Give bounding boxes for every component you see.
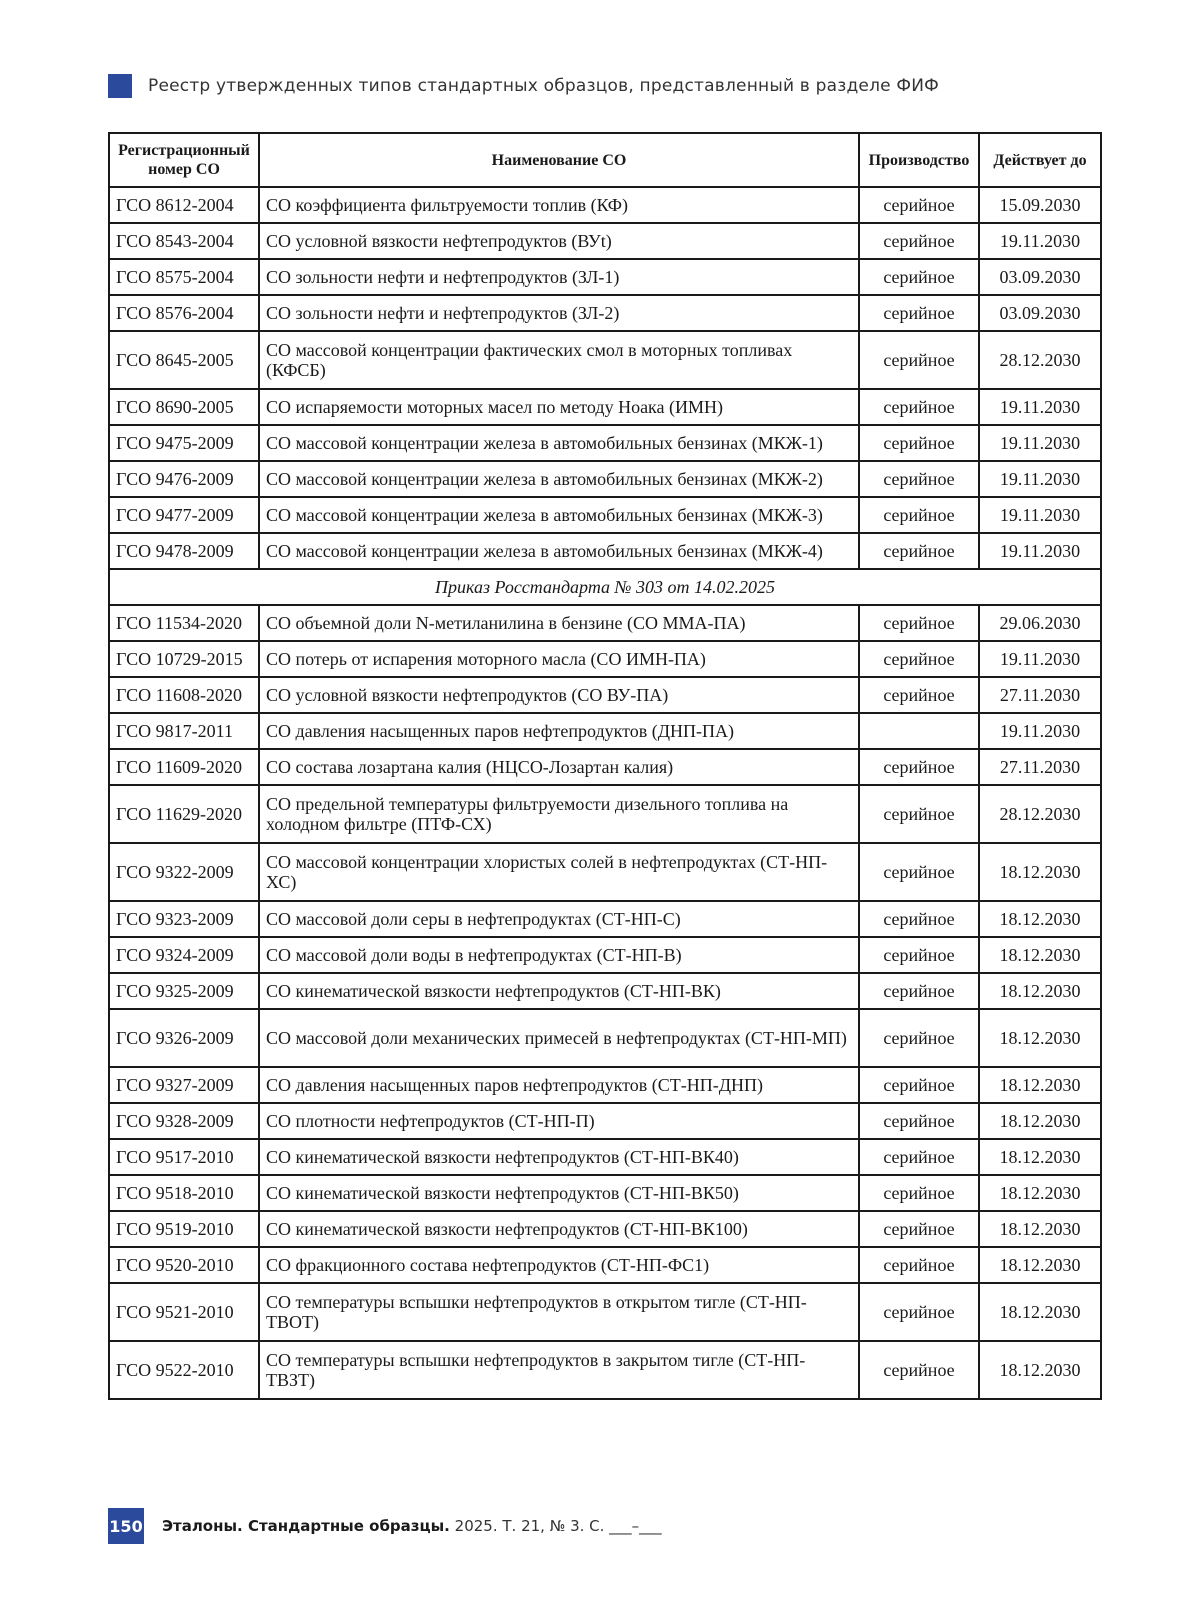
cell-number: ГСО 8576-2004 [109, 295, 259, 331]
cell-name: СО массовой доли воды в нефтепродуктах (СТ-НП-В) [259, 937, 859, 973]
cell-production: серийное [859, 973, 979, 1009]
cell-number: ГСО 9323-2009 [109, 901, 259, 937]
cell-name: СО предельной температуры фильтруемости дизельного топлива на холодном фильтре (ПТФ-СХ) [259, 785, 859, 843]
cell-name: СО условной вязкости нефтепродуктов (СО ВУ-ПА) [259, 677, 859, 713]
cell-production: серийное [859, 1139, 979, 1175]
cell-number: ГСО 9477-2009 [109, 497, 259, 533]
cell-number: ГСО 11534-2020 [109, 605, 259, 641]
cell-number: ГСО 9518-2010 [109, 1175, 259, 1211]
cell-valid-until: 19.11.2030 [979, 389, 1101, 425]
cell-number: ГСО 9517-2010 [109, 1139, 259, 1175]
cell-production: серийное [859, 1009, 979, 1067]
cell-production [859, 713, 979, 749]
cell-production: серийное [859, 937, 979, 973]
table-row [109, 425, 1101, 461]
cell-number: ГСО 9522-2010 [109, 1341, 259, 1399]
cell-number: ГСО 8645-2005 [109, 331, 259, 389]
cell-valid-until: 18.12.2030 [979, 1009, 1101, 1067]
cell-name: СО кинематической вязкости нефтепродуктов (СТ-НП-ВК40) [259, 1139, 859, 1175]
cell-name: СО кинематической вязкости нефтепродуктов (СТ-НП-ВК50) [259, 1175, 859, 1211]
cell-name: СО массовой концентрации железа в автомобильных бензинах (МКЖ-4) [259, 533, 859, 569]
cell-name: СО массовой концентрации хлористых солей в нефтепродуктах (СТ-НП-ХС) [259, 843, 859, 901]
table-row [109, 1283, 1101, 1341]
table-row [109, 223, 1101, 259]
cell-name: СО массовой концентрации железа в автомобильных бензинах (МКЖ-1) [259, 425, 859, 461]
cell-name: СО условной вязкости нефтепродуктов (ВУt) [259, 223, 859, 259]
cell-name: СО потерь от испарения моторного масла (СО ИМН-ПА) [259, 641, 859, 677]
table-row [109, 713, 1101, 749]
cell-name: СО температуры вспышки нефтепродуктов в открытом тигле (СТ-НП-ТВОТ) [259, 1283, 859, 1341]
cell-number: ГСО 9817-2011 [109, 713, 259, 749]
table-row [109, 1067, 1101, 1103]
cell-number: ГСО 9519-2010 [109, 1211, 259, 1247]
cell-name: СО состава лозартана калия (НЦСО-Лозартан калия) [259, 749, 859, 785]
page-footer [108, 1508, 662, 1544]
cell-production: серийное [859, 1067, 979, 1103]
cell-production: серийное [859, 187, 979, 223]
header-marker [108, 74, 132, 98]
cell-production: серийное [859, 331, 979, 389]
column-header-name: Наименование СО [259, 133, 859, 187]
cell-number: ГСО 8612-2004 [109, 187, 259, 223]
cell-production: серийное [859, 785, 979, 843]
cell-production: серийное [859, 749, 979, 785]
cell-production: серийное [859, 1283, 979, 1341]
cell-valid-until: 18.12.2030 [979, 1067, 1101, 1103]
table-row [109, 331, 1101, 389]
cell-name: СО массовой доли механических примесей в нефтепродуктах (СТ-НП-МП) [259, 1009, 859, 1067]
cell-name: СО температуры вспышки нефтепродуктов в закрытом тигле (СТ-НП-ТВЗТ) [259, 1341, 859, 1399]
cell-valid-until: 18.12.2030 [979, 1247, 1101, 1283]
cell-production: серийное [859, 389, 979, 425]
cell-name: СО плотности нефтепродуктов (СТ-НП-П) [259, 1103, 859, 1139]
table-row [109, 937, 1101, 973]
cell-valid-until: 28.12.2030 [979, 331, 1101, 389]
cell-production: серийное [859, 425, 979, 461]
cell-name: СО объемной доли N-метиланилина в бензине (СО ММА-ПА) [259, 605, 859, 641]
table-row [109, 187, 1101, 223]
cell-number: ГСО 9520-2010 [109, 1247, 259, 1283]
column-header-production: Производство [859, 133, 979, 187]
cell-name: СО фракционного состава нефтепродуктов (СТ-НП-ФС1) [259, 1247, 859, 1283]
section-row [109, 569, 1101, 605]
section-label: Приказ Росстандарта № 303 от 14.02.2025 [109, 569, 1101, 605]
cell-production: серийное [859, 901, 979, 937]
cell-valid-until: 19.11.2030 [979, 497, 1101, 533]
cell-valid-until: 18.12.2030 [979, 1341, 1101, 1399]
table-row [109, 677, 1101, 713]
journal-issue: 2025. Т. 21, № 3. С. ___–___ [454, 1517, 662, 1535]
cell-number: ГСО 9478-2009 [109, 533, 259, 569]
cell-number: ГСО 9476-2009 [109, 461, 259, 497]
column-header-number: Регистрационный номер СО [109, 133, 259, 187]
column-header-valid-until: Действует до [979, 133, 1101, 187]
cell-valid-until: 28.12.2030 [979, 785, 1101, 843]
cell-production: серийное [859, 223, 979, 259]
table-row [109, 1139, 1101, 1175]
table-header-row [109, 133, 1101, 187]
table-row [109, 605, 1101, 641]
cell-number: ГСО 8690-2005 [109, 389, 259, 425]
cell-valid-until: 27.11.2030 [979, 677, 1101, 713]
cell-valid-until: 18.12.2030 [979, 901, 1101, 937]
cell-production: серийное [859, 605, 979, 641]
cell-production: серийное [859, 1103, 979, 1139]
cell-valid-until: 18.12.2030 [979, 1175, 1101, 1211]
table-row [109, 389, 1101, 425]
table-row [109, 843, 1101, 901]
cell-valid-until: 19.11.2030 [979, 713, 1101, 749]
table-row [109, 1247, 1101, 1283]
cell-production: серийное [859, 1175, 979, 1211]
cell-number: ГСО 9521-2010 [109, 1283, 259, 1341]
cell-number: ГСО 10729-2015 [109, 641, 259, 677]
table-row [109, 533, 1101, 569]
table-row [109, 259, 1101, 295]
cell-name: СО кинематической вязкости нефтепродуктов (СТ-НП-ВК) [259, 973, 859, 1009]
table-row [109, 1175, 1101, 1211]
cell-production: серийное [859, 533, 979, 569]
cell-production: серийное [859, 677, 979, 713]
cell-number: ГСО 9327-2009 [109, 1067, 259, 1103]
table-row [109, 497, 1101, 533]
table-row [109, 1211, 1101, 1247]
table-row [109, 973, 1101, 1009]
table-row [109, 785, 1101, 843]
table-row [109, 1009, 1101, 1067]
cell-valid-until: 03.09.2030 [979, 259, 1101, 295]
cell-valid-until: 19.11.2030 [979, 425, 1101, 461]
cell-name: СО зольности нефти и нефтепродуктов (ЗЛ-2) [259, 295, 859, 331]
cell-valid-until: 18.12.2030 [979, 1283, 1101, 1341]
header-title: Реестр утвержденных типов стандартных образцов, представленный в разделе ФИФ [148, 76, 939, 96]
cell-name: СО зольности нефти и нефтепродуктов (ЗЛ-1) [259, 259, 859, 295]
cell-valid-until: 18.12.2030 [979, 843, 1101, 901]
cell-valid-until: 19.11.2030 [979, 641, 1101, 677]
cell-number: ГСО 11609-2020 [109, 749, 259, 785]
table-row [109, 749, 1101, 785]
cell-name: СО массовой концентрации фактических смол в моторных топливах (КФСБ) [259, 331, 859, 389]
cell-valid-until: 19.11.2030 [979, 533, 1101, 569]
cell-name: СО давления насыщенных паров нефтепродуктов (ДНП-ПА) [259, 713, 859, 749]
cell-number: ГСО 9325-2009 [109, 973, 259, 1009]
cell-name: СО испаряемости моторных масел по методу Ноака (ИМН) [259, 389, 859, 425]
cell-production: серийное [859, 843, 979, 901]
cell-name: СО коэффициента фильтруемости топлив (КФ) [259, 187, 859, 223]
cell-name: СО кинематической вязкости нефтепродуктов (СТ-НП-ВК100) [259, 1211, 859, 1247]
cell-name: СО массовой доли серы в нефтепродуктах (СТ-НП-С) [259, 901, 859, 937]
cell-number: ГСО 9326-2009 [109, 1009, 259, 1067]
cell-production: серийное [859, 497, 979, 533]
cell-production: серийное [859, 1211, 979, 1247]
page-number: 150 [108, 1508, 144, 1544]
cell-valid-until: 03.09.2030 [979, 295, 1101, 331]
cell-production: серийное [859, 641, 979, 677]
cell-valid-until: 18.12.2030 [979, 937, 1101, 973]
cell-production: серийное [859, 259, 979, 295]
cell-number: ГСО 11608-2020 [109, 677, 259, 713]
cell-valid-until: 18.12.2030 [979, 973, 1101, 1009]
table-row [109, 641, 1101, 677]
cell-number: ГСО 9328-2009 [109, 1103, 259, 1139]
cell-valid-until: 15.09.2030 [979, 187, 1101, 223]
journal-name: Эталоны. Стандартные образцы. [162, 1517, 450, 1535]
cell-name: СО массовой концентрации железа в автомобильных бензинах (МКЖ-3) [259, 497, 859, 533]
cell-valid-until: 19.11.2030 [979, 223, 1101, 259]
table-row [109, 1341, 1101, 1399]
cell-number: ГСО 9324-2009 [109, 937, 259, 973]
cell-valid-until: 19.11.2030 [979, 461, 1101, 497]
table-row [109, 901, 1101, 937]
cell-valid-until: 18.12.2030 [979, 1139, 1101, 1175]
page-header [108, 74, 939, 98]
cell-valid-until: 18.12.2030 [979, 1103, 1101, 1139]
table-row [109, 461, 1101, 497]
cell-production: серийное [859, 295, 979, 331]
cell-valid-until: 29.06.2030 [979, 605, 1101, 641]
cell-number: ГСО 8543-2004 [109, 223, 259, 259]
table-body [109, 187, 1101, 1399]
footer-citation [162, 1517, 662, 1535]
cell-number: ГСО 9322-2009 [109, 843, 259, 901]
cell-name: СО давления насыщенных паров нефтепродуктов (СТ-НП-ДНП) [259, 1067, 859, 1103]
cell-valid-until: 18.12.2030 [979, 1211, 1101, 1247]
cell-valid-until: 27.11.2030 [979, 749, 1101, 785]
cell-production: серийное [859, 461, 979, 497]
cell-number: ГСО 8575-2004 [109, 259, 259, 295]
cell-number: ГСО 11629-2020 [109, 785, 259, 843]
cell-production: серийное [859, 1247, 979, 1283]
table-row [109, 295, 1101, 331]
cell-name: СО массовой концентрации железа в автомобильных бензинах (МКЖ-2) [259, 461, 859, 497]
cell-production: серийное [859, 1341, 979, 1399]
cell-number: ГСО 9475-2009 [109, 425, 259, 461]
registry-table [108, 132, 1102, 1400]
table-row [109, 1103, 1101, 1139]
